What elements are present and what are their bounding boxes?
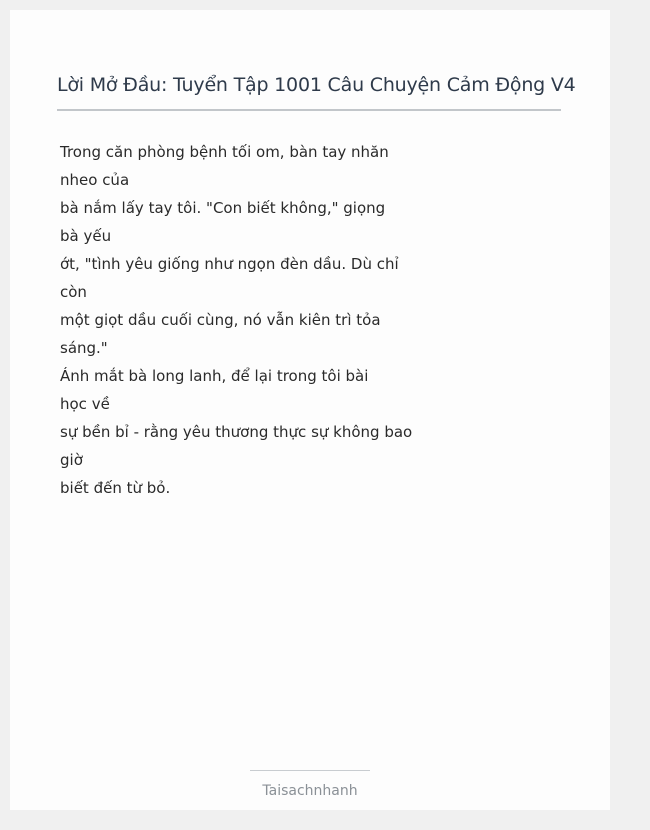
title-divider	[57, 109, 561, 111]
body-line: biết đến từ bỏ.	[60, 479, 171, 497]
body-line: nheo của	[60, 171, 130, 189]
body-text	[60, 138, 420, 502]
page-title: Lời Mở Đầu: Tuyển Tập 1001 Câu Chuyện Cảm Động V4	[57, 74, 576, 96]
body-line: giờ	[60, 451, 83, 469]
body-line: bà nắm lấy tay tôi. "Con biết không," giọng	[60, 199, 386, 217]
document-page	[10, 10, 610, 810]
body-line: một giọt dầu cuối cùng, nó vẫn kiên trì tỏa	[60, 311, 381, 329]
body-line: Ánh mắt bà long lanh, để lại trong tôi bài	[60, 367, 369, 385]
body-line: sự bền bỉ - rằng yêu thương thực sự không bao	[60, 423, 413, 441]
body-line: Trong căn phòng bệnh tối om, bàn tay nhăn	[60, 143, 389, 161]
body-line: ớt, "tình yêu giống như ngọn đèn dầu. Dù chỉ	[60, 255, 399, 273]
body-line: bà yếu	[60, 227, 112, 245]
footer-divider	[250, 770, 370, 771]
body-line: còn	[60, 283, 87, 301]
footer-brand: Taisachnhanh	[262, 783, 358, 799]
body-line: sáng."	[60, 339, 108, 357]
body-line: học về	[60, 395, 110, 413]
